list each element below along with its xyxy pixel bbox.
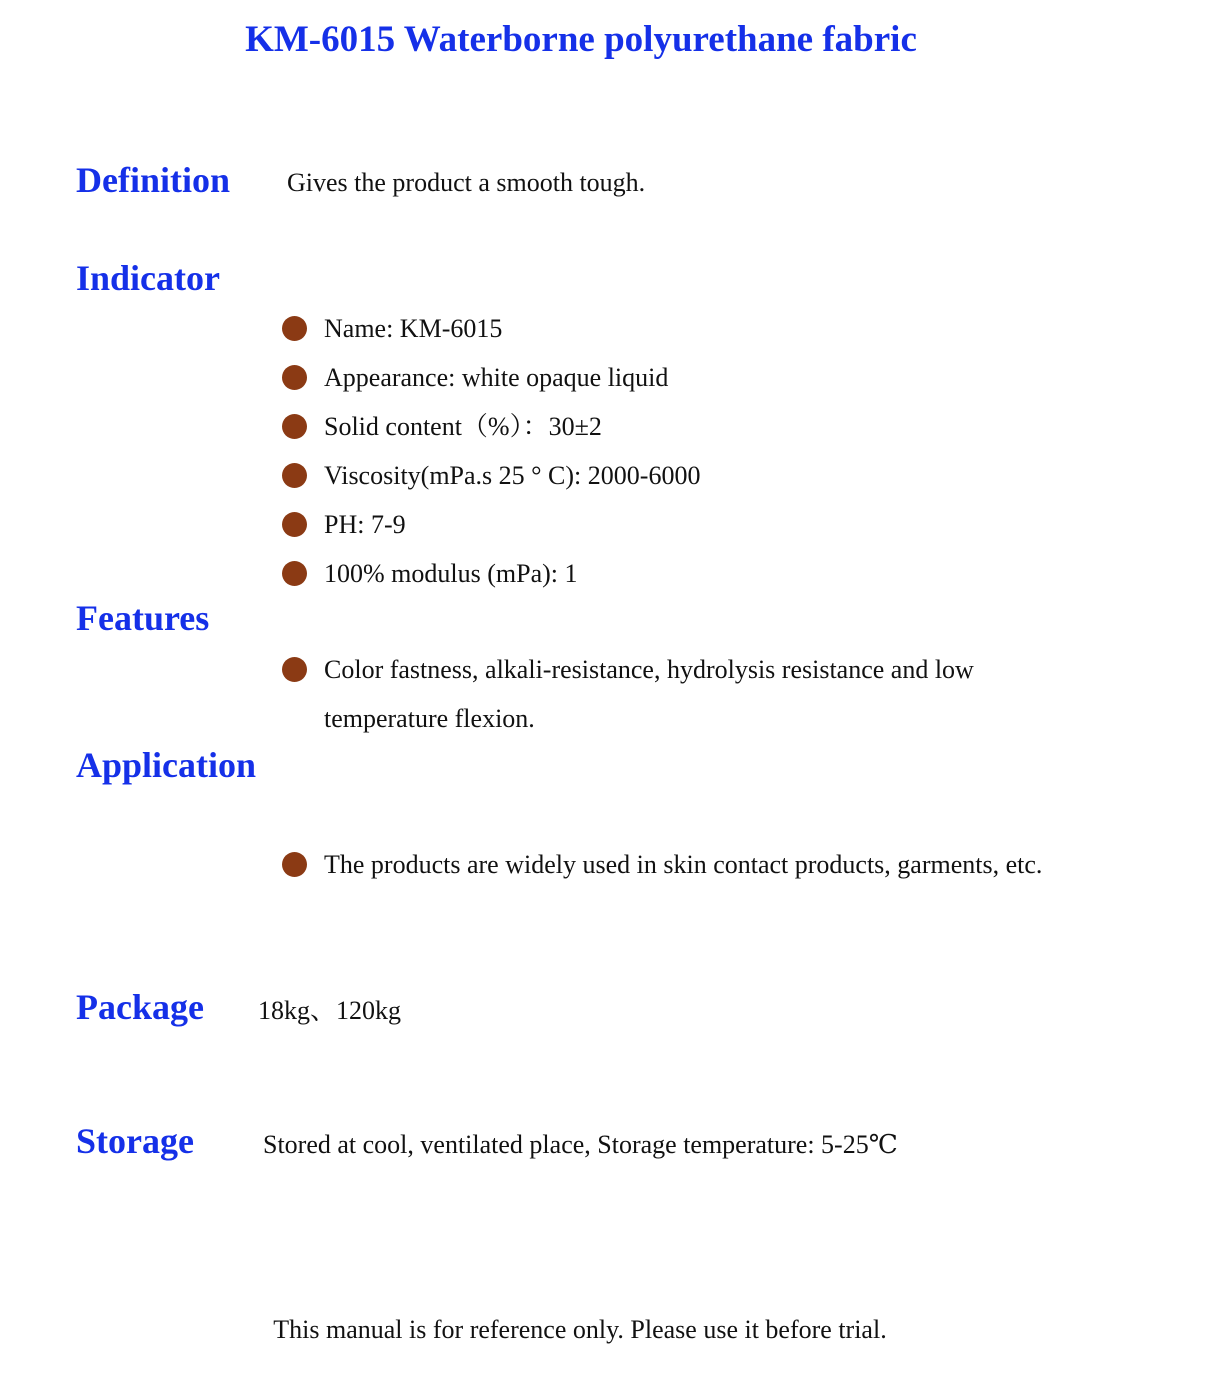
bullet-icon [282, 463, 307, 488]
indicator-item-text: Name: KM-6015 [324, 314, 503, 343]
indicator-item-text: Viscosity(mPa.s 25 ° C): 2000-6000 [324, 461, 701, 490]
storage-heading: Storage [76, 1121, 194, 1161]
bullet-icon [282, 414, 307, 439]
features-item-text: Color fastness, alkali-resistance, hydrolysis resistance and low temperature flexion. [324, 655, 974, 733]
indicator-item-text: Solid content（%）：30±2 [324, 412, 602, 441]
application-item-text: The products are widely used in skin contact products, garments, etc. [324, 850, 1043, 879]
indicator-list [282, 304, 1142, 598]
bullet-icon [282, 512, 307, 537]
page-title: KM-6015 Waterborne polyurethane fabric [245, 19, 917, 60]
indicator-item-text: PH: 7-9 [324, 510, 406, 539]
bullet-icon [282, 316, 307, 341]
application-heading: Application [76, 745, 257, 785]
indicator-item-solid-content [282, 402, 1142, 451]
features-list [282, 645, 1072, 743]
indicator-item-text: Appearance: white opaque liquid [324, 363, 669, 392]
footer-disclaimer: This manual is for reference only. Please use it before trial. [273, 1315, 887, 1344]
definition-heading: Definition [76, 160, 231, 200]
indicator-item-appearance [282, 353, 1142, 402]
indicator-item-viscosity [282, 451, 1142, 500]
features-heading: Features [76, 598, 210, 638]
indicator-item-ph [282, 500, 1142, 549]
bullet-icon [282, 852, 307, 877]
indicator-item-modulus [282, 549, 1142, 598]
bullet-icon [282, 561, 307, 586]
package-heading: Package [76, 987, 204, 1027]
indicator-heading: Indicator [76, 258, 220, 298]
package-text: 18kg、120kg [258, 996, 402, 1025]
indicator-item-text: 100% modulus (mPa): 1 [324, 559, 578, 588]
storage-text: Stored at cool, ventilated place, Storage temperature: 5-25℃ [263, 1130, 898, 1159]
indicator-item-name [282, 304, 1142, 353]
bullet-icon [282, 365, 307, 390]
definition-text: Gives the product a smooth tough. [287, 168, 646, 197]
bullet-icon [282, 657, 307, 682]
features-item [282, 645, 1072, 743]
application-list [282, 840, 1102, 889]
application-item [282, 840, 1102, 889]
